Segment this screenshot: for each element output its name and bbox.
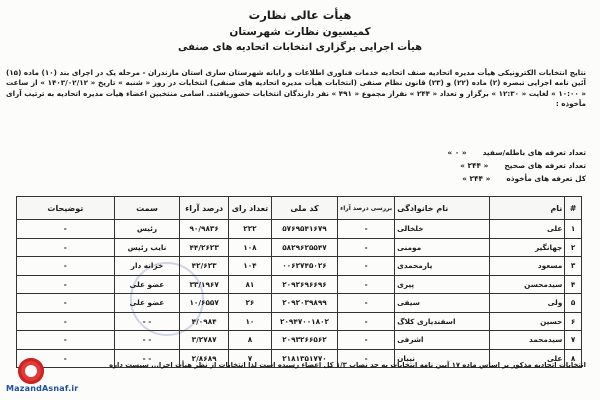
row-percent: ۲/۸۶۸۹ [180, 349, 229, 368]
table-row [17, 331, 582, 350]
row-code: ۲۰۹۳۲۶۶۵۶۲ [271, 331, 337, 350]
header-commission: کمیسیون نظارت شهرستان [229, 26, 371, 38]
row-position: عضو علی [114, 275, 180, 294]
col-description-header: توضیحات [17, 197, 115, 220]
row-review: - [338, 238, 395, 257]
mazandasnaf-watermark [4, 358, 124, 396]
row-votes: ۲۶ [228, 294, 271, 313]
row-review: - [338, 331, 395, 350]
row-desc: - [17, 312, 115, 331]
table-row [17, 220, 582, 239]
row-family: یارمحمدی [395, 257, 490, 276]
row-position: - - [114, 349, 180, 368]
stat-label: کل تعرفه های مأخوذه [506, 174, 586, 183]
row-review: - [338, 257, 395, 276]
row-code: ۲۰۹۴۷۰۰۱۸۰۲ [271, 312, 337, 331]
row-name: علی [490, 220, 565, 239]
row-family: مومنی [395, 238, 490, 257]
row-code: ۰۰۶۲۷۴۵۰۲۶ [271, 257, 337, 276]
row-family: سیفی [395, 294, 490, 313]
row-name: سیدمحسن [490, 275, 565, 294]
row-review: - [338, 294, 395, 313]
row-code: ۲۱۸۱۳۵۱۷۷۰ [271, 349, 337, 368]
col-name-header: نام [490, 197, 565, 220]
footer-note: انتخابات اتحادیه مذکور بر اساس ماده ۱۷ آیین نامه انتخابات به حد نصاب ۱/۳ کل اعضاء رسیده است لذا انتخابات از نظر هیأت اجرا... سیست داره [109, 361, 586, 369]
col-code-header: کد ملی [271, 197, 337, 220]
stat-value: « ۰ » [447, 148, 467, 157]
col-position-header: سمت [114, 197, 180, 220]
row-name: سیدمحمد [490, 331, 565, 350]
results-table [16, 196, 582, 368]
row-percent: ۱۰/۶۵۵۷ [180, 294, 229, 313]
row-review: - [338, 349, 395, 368]
row-position: - - [114, 331, 180, 350]
row-name: جهانگیر [490, 238, 565, 257]
row-review: - [338, 220, 395, 239]
row-votes: ۸ [228, 331, 271, 350]
col-percent-header: درصد آراء [180, 197, 229, 220]
row-index: ۷ [565, 331, 582, 350]
row-family: نیبان [395, 349, 490, 368]
row-percent: ۳/۲۷۸۷ [180, 331, 229, 350]
row-percent: ۴۲/۶۲۳ [180, 257, 229, 276]
row-family: اسفندیاری کلاگ [395, 312, 490, 331]
row-index: ۲ [565, 238, 582, 257]
row-family: اشرفی [395, 331, 490, 350]
table-row [17, 275, 582, 294]
mazandasnaf-logo-icon [18, 358, 44, 384]
results-paragraph [6, 68, 586, 110]
watermark-text: MazandAsnaf.ir [6, 384, 79, 393]
row-name: مسعود [490, 257, 565, 276]
row-index: ۱ [565, 220, 582, 239]
table-row [17, 294, 582, 313]
row-index: ۸ [565, 349, 582, 368]
row-review: - [338, 275, 395, 294]
row-index: ۴ [565, 275, 582, 294]
row-position: رئیس [114, 220, 180, 239]
row-votes: ۷ [228, 349, 271, 368]
header-executive-board: هیأت اجرایی برگزاری انتخابات اتحادیه های صنفی [177, 42, 423, 53]
row-name: علی [490, 349, 565, 368]
row-position: خزانه دار [114, 257, 180, 276]
row-name: حسین [490, 312, 565, 331]
stat-label: تعداد تعرفه های باطله/سفید [482, 148, 586, 157]
row-votes: ۱۰۸ [228, 238, 271, 257]
ballot-stats [6, 146, 586, 185]
row-index: ۵ [565, 294, 582, 313]
col-index-header: # [565, 197, 582, 220]
row-percent: ۳۳/۱۹۶۷ [180, 275, 229, 294]
row-family: پیری [395, 275, 490, 294]
col-votes-header: تعداد رای [228, 197, 271, 220]
row-desc: - [17, 275, 115, 294]
row-votes: ۲۲۲ [228, 220, 271, 239]
row-name: ولی [490, 294, 565, 313]
stat-value: « ۲۴۴ » [460, 161, 489, 170]
row-desc: - [17, 331, 115, 350]
row-percent: ۴/۰۹۸۴ [180, 312, 229, 331]
col-family-header: نام خانوادگی [395, 197, 490, 220]
row-desc: - [17, 257, 115, 276]
row-code: ۵۷۶۹۵۴۱۶۷۹ [271, 220, 337, 239]
row-desc: - [17, 220, 115, 239]
row-votes: ۸۱ [228, 275, 271, 294]
col-review-header: بررسی درصد آراء [338, 197, 395, 220]
row-review: - [338, 312, 395, 331]
stat-label: تعداد تعرفه های صحیح [504, 161, 586, 170]
results-paragraph-text: نتایج انتخابات الکترونیکی هیأت مدیره اتحادیه صنف اتحادیه خدمات فناوری اطلاعات و رایانه شهرستان ساری استان مازندران - مرحله یک در اجرای بند (۱۰) ماده (۱۵) آئین نامه اجرایی تبصره (۲) ماده (۲۲) و (۲۳) قانون نظام صنفی (انتخابات هیأت مدیره اتحادیه های صنفی) انتخابات در روز « شنبه » تاریخ « ۱۴۰۳/۰۲/۱۲ » از ساعت « ۱۰:۰۰ » لغایت « ۱۲:۳۰ » برگزار و تعداد « ۲۴۴ » نفراز مجموع « ۴۹۱ » نفر دارندگان انتخابات حضوریافتند. اسامی منتخبین اعضاء هیأت مدیره اتحادیه به ترتیب آرای مأخوذه : [6, 68, 587, 109]
row-index: ۶ [565, 312, 582, 331]
stat-row-valid [6, 159, 586, 172]
row-votes: ۱۰ [228, 312, 271, 331]
table-row [17, 238, 582, 257]
row-percent: ۴۴/۲۶۲۳ [180, 238, 229, 257]
row-code: ۲۰۹۲۰۳۹۸۹۹ [271, 294, 337, 313]
row-code: ۲۰۹۲۶۹۶۶۹۶ [271, 275, 337, 294]
row-desc: - [17, 238, 115, 257]
header-supreme-board: هیأت عالی نظارت [248, 8, 352, 22]
row-percent: ۹۰/۹۸۳۶ [180, 220, 229, 239]
row-position: نایب رئیس [114, 238, 180, 257]
table-row [17, 312, 582, 331]
row-index: ۳ [565, 257, 582, 276]
row-family: خلخالی [395, 220, 490, 239]
stat-row-invalid [6, 146, 586, 159]
row-votes: ۱۰۴ [228, 257, 271, 276]
row-code: ۵۸۲۹۶۲۵۵۴۷ [271, 238, 337, 257]
stat-row-total [6, 172, 586, 185]
table-row [17, 257, 582, 276]
table-header-row [17, 197, 582, 220]
row-desc: - [17, 294, 115, 313]
row-desc: - [17, 349, 115, 368]
stat-value: « ۲۴۴ » [462, 174, 491, 183]
row-position: - - [114, 312, 180, 331]
row-position: عضو علی [114, 294, 180, 313]
